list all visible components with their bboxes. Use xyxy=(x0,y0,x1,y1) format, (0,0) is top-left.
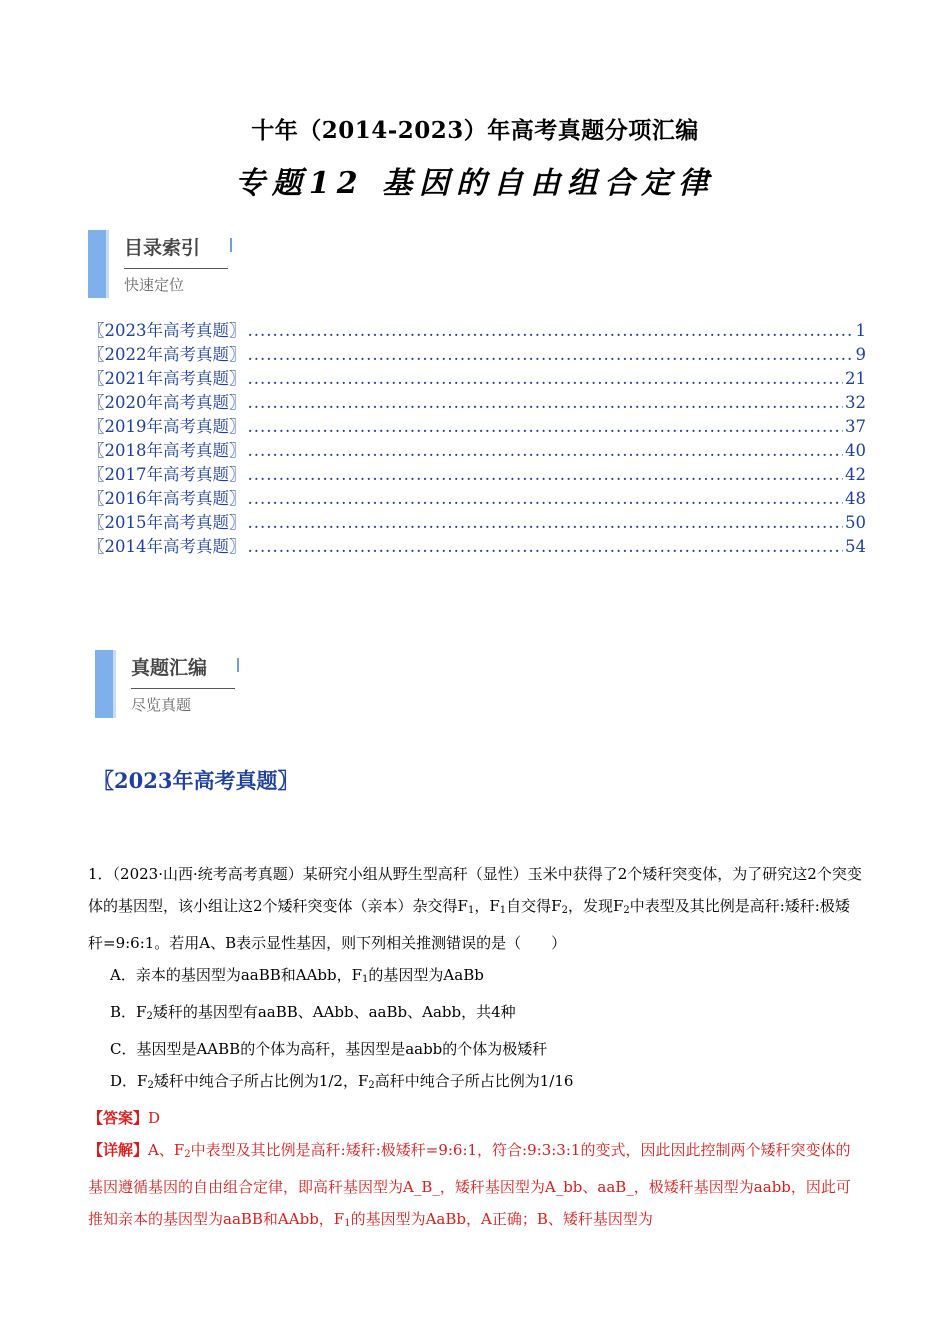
toc-entry-2020[interactable] xyxy=(88,389,866,413)
toc-entry-label: 〖2020年高考真题〗 xyxy=(88,393,246,412)
toc-leader-dots xyxy=(248,513,844,532)
option-d: D．$F_2$矮秆中纯合子所占比例为1/2，$F_2$高秆中纯合子所占比例为1/16 xyxy=(110,1072,574,1091)
toc-entry-page: 37 xyxy=(845,417,866,436)
toc-entry-page: 50 xyxy=(845,513,866,532)
answer-tag: 【答案】 xyxy=(88,1109,149,1127)
toc-leader-dots xyxy=(248,321,854,340)
toc-leader-dots xyxy=(248,537,844,556)
toc-entry-label: 〖2017年高考真题〗 xyxy=(88,465,246,484)
toc-leader-dots xyxy=(248,417,844,436)
section-badge xyxy=(95,650,295,722)
toc-entry-label: 〖2018年高考真题〗 xyxy=(88,441,246,460)
section-badge-title: 真题汇编 xyxy=(131,657,208,679)
option-c: C．基因型是AABB的个体为高秆，基因型是aabb的个体为极矮秆 xyxy=(110,1040,548,1058)
toc-entry-page: 1 xyxy=(855,321,866,340)
option-a: A．亲本的基因型为aaBB和AAbb，$F_1$的基因型为AaBb xyxy=(110,966,484,985)
toc-leader-dots xyxy=(248,345,854,364)
toc-entry-label: 〖2014年高考真题〗 xyxy=(88,537,246,556)
analysis-text: 【详解】A、$F_2$中表型及其比例是高秆:矮秆:极矮秆=9:6:1，符合:9:3:3:1的变式，因此因此控制两个矮秆突变体的基因遵循基因的自由组合定律，即高秆基因型为A_B_，矮秆基因型为A_bb、aaB_，极矮秆基因型为aabb，因此可推知亲本的基因型为aaBB和AAbb，$F_1$的基因型为AaBb，A正确；B、矮秆基因型为 xyxy=(88,1141,851,1229)
toc-entry-2014[interactable] xyxy=(88,533,866,557)
badge-rule xyxy=(131,688,235,689)
toc-entry-page: 42 xyxy=(845,465,866,484)
toc-entry-page: 48 xyxy=(845,489,866,508)
badge-tick xyxy=(230,238,232,252)
toc-entry-2021[interactable] xyxy=(88,365,866,389)
toc-badge xyxy=(88,230,288,302)
toc-entry-2022[interactable] xyxy=(88,341,866,365)
toc-entry-2019[interactable] xyxy=(88,413,866,437)
toc-entry-2016[interactable] xyxy=(88,485,866,509)
section-badge-subtitle: 尽览真题 xyxy=(131,696,192,714)
question-1 xyxy=(88,858,863,1240)
badge-rule xyxy=(124,268,228,269)
badge-bar-shadow xyxy=(113,650,116,718)
toc-leader-dots xyxy=(248,393,844,412)
toc-entry-page: 32 xyxy=(845,393,866,412)
toc-entry-label: 〖2019年高考真题〗 xyxy=(88,417,246,436)
option-b: B．$F_2$矮秆的基因型有aaBB、AAbb、aaBb、Aabb，共4种 xyxy=(110,1003,516,1022)
toc-entry-page: 21 xyxy=(845,369,866,388)
toc-entry-label: 〖2022年高考真题〗 xyxy=(88,345,246,364)
toc-entry-page: 54 xyxy=(845,537,866,556)
question-stem: 1．（2023·山西·统考高考真题）某研究小组从野生型高秆（显性）玉米中获得了2个矮秆突变体，为了研究这2个突变体的基因型，该小组让这2个矮秆突变体（亲本）杂交得$F_1$，$F_1$自交得$F_2$，发现$F_2$中表型及其比例是高秆:矮秆:极矮秆=9:6:1。若用A、B表示显性基因，则下列相关推测错误的是（ ） xyxy=(88,865,862,952)
toc-entry-2018[interactable] xyxy=(88,437,866,461)
topic-title: 专题12 基因的自由组合定律 xyxy=(234,166,716,201)
answer-line xyxy=(88,1102,863,1134)
toc-badge-subtitle: 快速定位 xyxy=(124,276,185,294)
toc-entry-2023[interactable] xyxy=(88,317,866,341)
analysis-tag: 【详解】 xyxy=(88,1141,149,1159)
section-heading: 〖2023年高考真题〗 xyxy=(93,768,299,793)
badge-bar xyxy=(95,650,113,718)
toc-leader-dots xyxy=(248,465,844,484)
toc-entry-label: 〖2016年高考真题〗 xyxy=(88,489,246,508)
badge-tick xyxy=(237,658,239,672)
series-title: 十年（2014-2023）年高考真题分项汇编 xyxy=(251,117,699,144)
toc-entry-label: 〖2023年高考真题〗 xyxy=(88,321,246,340)
badge-bar-shadow xyxy=(106,230,109,298)
toc-entry-label: 〖2015年高考真题〗 xyxy=(88,513,246,532)
toc-entry-page: 40 xyxy=(845,441,866,460)
badge-bar xyxy=(88,230,106,298)
toc-entry-2015[interactable] xyxy=(88,509,866,533)
toc-leader-dots xyxy=(248,489,844,508)
toc-entry-label: 〖2021年高考真题〗 xyxy=(88,369,246,388)
answer-value: D xyxy=(148,1109,161,1127)
toc-badge-title: 目录索引 xyxy=(124,237,201,259)
table-of-contents xyxy=(88,317,866,557)
toc-entry-2017[interactable] xyxy=(88,461,866,485)
toc-leader-dots xyxy=(248,441,844,460)
toc-entry-page: 9 xyxy=(855,345,866,364)
toc-leader-dots xyxy=(248,369,844,388)
